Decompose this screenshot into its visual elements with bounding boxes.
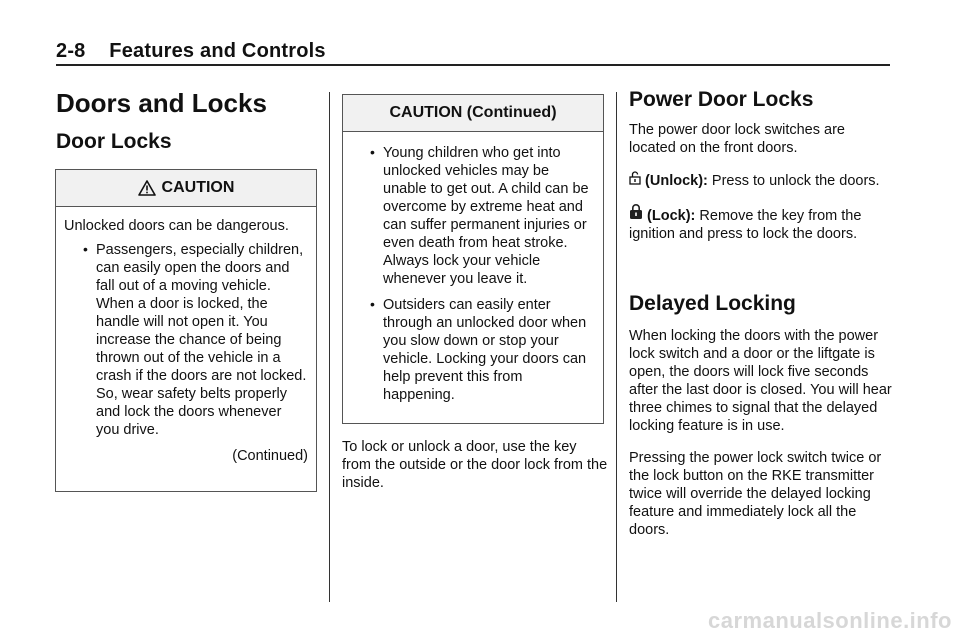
warning-triangle-icon <box>138 180 156 196</box>
caution-header <box>343 95 603 132</box>
lock-label: (Lock): <box>647 208 696 224</box>
section-title: Features and Controls <box>109 40 326 62</box>
heading-doors-and-locks: Doors and Locks <box>56 88 267 118</box>
continued-note: (Continued) <box>232 448 308 464</box>
page-header <box>56 40 890 63</box>
heading-delayed-locking: Delayed Locking <box>629 292 796 315</box>
caution-title: CAUTION (Continued) <box>389 104 557 121</box>
lock-instruction <box>629 204 894 243</box>
lock-icon <box>629 204 643 220</box>
unlock-label: (Unlock): <box>645 173 708 189</box>
caution-header <box>56 170 316 207</box>
power-locks-section <box>629 121 894 243</box>
caution-box-left <box>55 169 317 492</box>
lock-text: Remove the key from the ignition and press to lock the doors. <box>629 208 862 242</box>
caution-bullet: • Passengers, especially children, can easily open the doors and fall out of a moving vehicle. When a door is locked, the handle will not open it. You increase the chance of being thrown out of the vehicle in a crash if the doors are not locked. So, wear safety belts properly and lock the doors whenever you drive. <box>64 241 308 439</box>
delayed-locking-section <box>629 327 894 553</box>
unlock-icon <box>629 171 641 185</box>
power-intro: The power door lock switches are located on the front doors. <box>629 122 845 156</box>
caution-bullet-list <box>64 241 308 439</box>
caution-body <box>56 207 316 475</box>
delayed-paragraph-2: Pressing the power lock switch twice or the lock button on the RKE transmitter twice will override the delayed locking feature and immediately lock all the doors. <box>629 450 882 538</box>
caution-body <box>343 132 603 422</box>
unlock-text: Press to unlock the doors. <box>711 173 880 189</box>
paragraph-text: To lock or unlock a door, use the key from the outside or the door lock from the inside. <box>342 439 608 491</box>
lock-unlock-paragraph <box>342 438 608 506</box>
caution-intro: Unlocked doors can be dangerous. <box>64 218 289 234</box>
caution-title: CAUTION <box>161 179 235 196</box>
caution-bullet: • Young children who get into unlocked vehicles may be unable to get out. A child can be overcome by extreme heat and can suffer permanent injuries or even death from heat stroke. Always lock your vehicle whenever you leave it. <box>351 144 595 288</box>
caution-bullet-list <box>351 144 595 404</box>
column-divider-left <box>329 92 330 602</box>
page-number: 2-8 <box>56 40 86 62</box>
delayed-paragraph-1: When locking the doors with the power lock switch and a door or the liftgate is open, the doors will lock five seconds after the last door is closed. You will hear three chimes to signal that the delayed locking feature is in use. <box>629 328 892 434</box>
header-rule <box>56 64 890 66</box>
heading-door-locks: Door Locks <box>56 130 172 153</box>
unlock-instruction <box>629 171 894 190</box>
heading-power-door-locks: Power Door Locks <box>629 88 814 111</box>
watermark: carmanualsonline.info <box>708 608 952 633</box>
caution-box-continued <box>342 94 604 424</box>
column-divider-right <box>616 92 617 602</box>
caution-bullet: • Outsiders can easily enter through an unlocked door when you slow down or stop your vehicle. Locking your doors can help prevent this from happening. <box>351 296 595 404</box>
